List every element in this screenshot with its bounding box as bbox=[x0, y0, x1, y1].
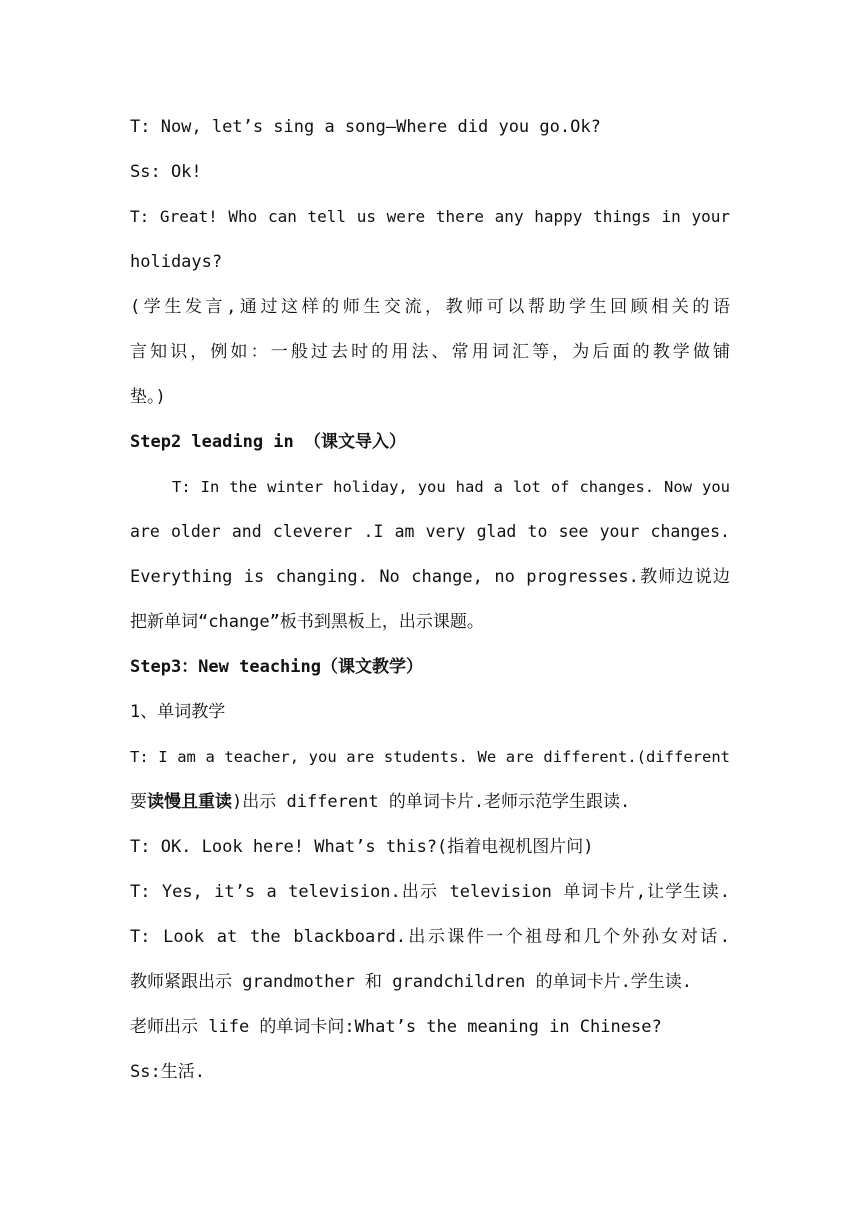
teaching-line-television: T: Yes, it’s a television.出示 television 单词卡片,让学生读. bbox=[130, 882, 730, 902]
note-line-2: 言知识，例如：一般过去时的用法、常用词汇等，为后面的教学做铺 bbox=[130, 342, 730, 362]
leading-in-line-4: 把新单词“change”板书到黑板上，出示课题。 bbox=[130, 612, 484, 632]
teaching-line-look-here: T: OK. Look here! What’s this?(指着电视机图片问) bbox=[130, 837, 594, 857]
leading-in-line-3: Everything is changing. No change, no progresses.教师边说边 bbox=[130, 567, 730, 587]
leading-in-line-1: T: In the winter holiday, you had a lot of changes. Now you bbox=[172, 478, 730, 496]
teaching-line-different: T: I am a teacher, you are students. We are different.(different bbox=[130, 748, 730, 766]
teaching-line-life: 老师出示 life 的单词卡问:What’s the meaning in Chinese? bbox=[130, 1017, 662, 1037]
read-slowly-pre: 要 bbox=[130, 792, 147, 812]
dialogue-line-teacher-song: T: Now, let’s sing a song—Where did you go.Ok? bbox=[130, 117, 601, 137]
step3-heading: Step3：New teaching（课文教学） bbox=[130, 657, 423, 677]
note-line-3: 垫。) bbox=[130, 387, 166, 407]
leading-in-line-2: are older and cleverer .I am very glad to see your changes. bbox=[130, 522, 730, 541]
note-line-1: (学生发言,通过这样的师生交流，教师可以帮助学生回顾相关的语 bbox=[130, 297, 730, 317]
teaching-line-read-slowly bbox=[130, 787, 730, 817]
section-word-teaching: 1、单词教学 bbox=[130, 702, 226, 722]
read-slowly-post: )出示 different 的单词卡片.老师示范学生跟读. bbox=[232, 792, 631, 812]
dialogue-line-holidays: holidays? bbox=[130, 252, 223, 272]
dialogue-line-students-ok: Ss: Ok! bbox=[130, 162, 202, 182]
dialogue-line-teacher-great: T: Great! Who can tell us were there any happy things in your bbox=[130, 207, 730, 226]
step2-heading: Step2 leading in （课文导入） bbox=[130, 432, 406, 452]
read-slowly-bold: 读慢且重读 bbox=[147, 792, 232, 812]
teaching-line-grandmother: 教师紧跟出示 grandmother 和 grandchildren 的单词卡片.学生读. bbox=[130, 972, 693, 992]
teaching-line-students-life: Ss:生活. bbox=[130, 1062, 205, 1082]
teaching-line-blackboard: T: Look at the blackboard.出示课件一个祖母和几个外孙女对话. bbox=[130, 927, 730, 947]
